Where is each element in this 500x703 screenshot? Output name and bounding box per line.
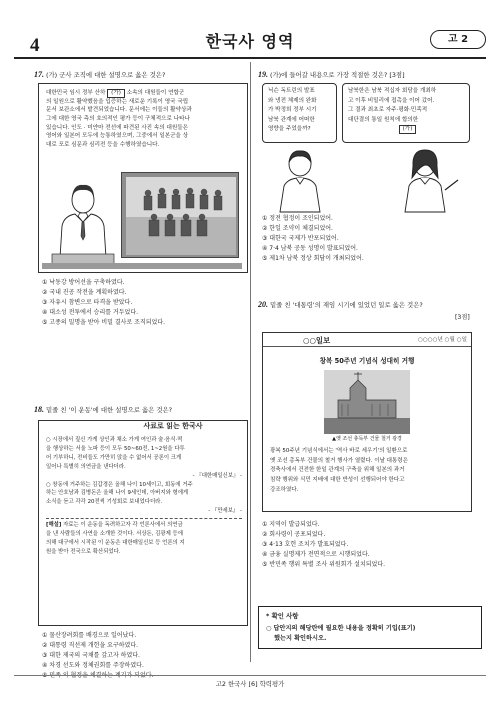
q18-prompt: 18. 밑줄 친 '이 운동'에 대한 설명으로 옳은 것은? bbox=[34, 405, 173, 414]
q17-number: 17. bbox=[34, 70, 44, 79]
header-rule bbox=[14, 57, 486, 59]
q20-number: 20. bbox=[258, 300, 268, 309]
q20-option-1[interactable]: ① 지역이 발급되었다. bbox=[262, 521, 320, 528]
q18-source-1: - 『대한매일신보』 - bbox=[192, 472, 242, 479]
q18-box-title: 사료로 읽는 한국사 bbox=[143, 422, 203, 430]
q19-prompt: 19. (가)에 들어갈 내용으로 가장 적절한 것은? [3점] bbox=[258, 70, 405, 79]
photo-caption: ▲옛 조선 총독부 건물 철거 광경 bbox=[332, 436, 402, 442]
page-footer: 고2 한국사 [6] 학력평가 bbox=[215, 680, 285, 688]
tv-screen bbox=[121, 172, 239, 258]
column-divider bbox=[250, 62, 251, 662]
q19-option-4[interactable]: ④ 7·4 남북 공동 성명이 발표되었어. bbox=[262, 244, 358, 252]
q19-number: 19. bbox=[258, 70, 268, 79]
q17-option-2[interactable]: ② 국내 진공 작전을 계획하였다. bbox=[42, 288, 127, 296]
q17-options bbox=[42, 278, 247, 328]
page-header bbox=[14, 28, 486, 54]
confirm-title: * 확인 사항 bbox=[266, 612, 299, 620]
confirm-box bbox=[258, 606, 482, 649]
q18-option-4[interactable]: ④ 차경 선도와 정체권회를 주장하였다. bbox=[42, 661, 144, 669]
q18-passage: ○ 시장에서 짚신 가게 상인과 채소 가게 여인과 술·음식·떡 을 행상하는 서울 노파 등이 모두 50~60전, 1~2원을 다투 어 기부하니, 전비들도 가만히 앉을 수 없어서 공론이 크게 일어나 특별히 의연금을 낸다더라. - 『대한매일신보』 - ○ 창동에 거주하는 김갑경은 올해 나이 10세이고, 회동에 거주 하는 안호남과 김병돈은 올해 나이 9세인데, 아버지와 형에게 소식을 듣고 각각 20전씩 기성회로 보내었다더라. - 『만세보』 - [해설] 자료는 이 운동을 독려하고자 각 언론사에서 의연금 을 낸 사람들의 사연을 소개한 것이다. 서상돈, 김광제 등에 의해 대구에서 시작된 이 운동은 대한매일신보 등 언론의 지 원을 받아 전국으로 확산되었다. bbox=[46, 437, 242, 555]
q17-option-4[interactable]: ④ 대소성 전투에서 승리를 거두었다. bbox=[42, 308, 139, 316]
q17-label-ga: (가) bbox=[107, 89, 125, 98]
newspaper-date: ○○○○년 ○월 ○일 bbox=[417, 337, 467, 343]
q18-separator bbox=[46, 518, 242, 519]
q19-option-5[interactable]: ⑤ 제1차 남북 정상 회담이 개최되었어. bbox=[262, 254, 364, 262]
desk-shelf bbox=[42, 263, 242, 269]
historical-photo bbox=[126, 177, 234, 253]
newspaper-name: ○○일보 bbox=[303, 336, 331, 345]
newspaper-article: 광복 50주년 기념식에서는 '역사 바로 세우기'의 일환으로 옛 조선 총독부 건물의 철거 행사가 열렸다. 이날 대통령은 경축사에서 건전한 한일 관계의 구축을 위해 일본의 과거 침략 행위와 식민 지배에 대한 반성이 선행되어야 한다고 강조하였다. bbox=[270, 448, 408, 493]
q18-option-3[interactable]: ③ 대한 제국의 국채를 갚고자 하였다. bbox=[42, 651, 140, 659]
q19-option-1[interactable]: ① 정전 협정이 조인되었어. bbox=[262, 215, 333, 222]
q17-option-3[interactable]: ③ 자유시 참변으로 타격을 받았다. bbox=[42, 298, 133, 306]
newspaper-header bbox=[263, 335, 471, 347]
confirm-text: ○ 답안지의 해당란에 필요한 내용을 정확히 기입(표기) 했는지 확인하시오. bbox=[266, 625, 416, 642]
q20-option-5[interactable]: ⑤ 반민족 행위 특별 조사 위원회가 설치되었다. bbox=[262, 560, 386, 568]
q19-points: [3점] bbox=[389, 71, 405, 79]
q20-prompt: 20. 밑줄 친 '대통령'의 재임 시기에 있었던 일로 옳은 것은? bbox=[258, 300, 423, 309]
newspaper-headline: 창복 50주년 기념식 성대히 거행 bbox=[319, 357, 415, 365]
q19-bubble-left: 닉슨 독트린의 발표 와 냉전 체제의 완화 가 박정희 정부 시기 남북 관계에 어떠한 영향을 주었을까? bbox=[262, 83, 337, 143]
q20-option-3[interactable]: ③ 4·13 호헌 조치가 발표되었다. bbox=[262, 540, 349, 548]
demolition-photo bbox=[324, 370, 410, 434]
footer-rule bbox=[14, 675, 486, 676]
soldiers-photo bbox=[126, 177, 236, 255]
q18-commentary-label: [해설] bbox=[46, 522, 62, 529]
q20-options bbox=[262, 520, 482, 570]
page-number: 4 bbox=[30, 35, 40, 56]
news-anchor-illustration bbox=[50, 176, 116, 266]
q17-prompt: 17. (가) 군사 조직에 대한 설명으로 옳은 것은? bbox=[34, 70, 166, 79]
q19-options bbox=[262, 214, 482, 264]
q17-passage: 대한민국 임시 정부 산하 (가) 소속의 대원들이 연합군 의 일원으로 활약했음을 입증하는 새로운 기록이 영국 국립 문서 보관소에서 발견되었습니다. 문서에는 이들의 활약상과 그에 대한 영국 측의 호의적인 평가 등이 구체적으로 나타나 있습니다. 인도 · 미얀마 전선에 파견된 사진 속의 대원들은 영어와 일본어 모두에 능통하였으며, 그중에서 일본군을 상 대로 포로 심문과 심리전 등을 수행하였습니다. bbox=[46, 90, 192, 148]
grade-badge: 고 2 bbox=[430, 30, 486, 49]
q19-label-ga: (가) bbox=[399, 125, 417, 134]
q18-number: 18. bbox=[34, 405, 44, 414]
q20-points: [3점] bbox=[455, 314, 470, 321]
q17-option-5[interactable]: ⑤ 고종의 밀명을 받아 비밀 결사로 조직되었다. bbox=[42, 318, 166, 326]
q19-bubble-right: 남북한은 남북 적십자 회담을 개최하 고 이후 비밀리에 접촉을 이어 갔어. 그 결과 최초로 자주·평화·민족적 대단결의 통일 원칙에 합의한 (가) bbox=[342, 83, 470, 143]
q18-option-2[interactable]: ② 대통령 직선제 개헌을 요구하였다. bbox=[42, 641, 139, 649]
page-title: 한국사 영역 bbox=[205, 32, 295, 51]
students-illustration bbox=[262, 146, 477, 214]
q18-options bbox=[42, 631, 247, 681]
q20-option-2[interactable]: ② 회사령이 공포되었다. bbox=[262, 530, 326, 538]
q18-option-1[interactable]: ① 물산장려회를 배경으로 일어났다. bbox=[42, 632, 137, 639]
q17-option-1[interactable]: ① 낙동강 방어선을 구축하였다. bbox=[42, 279, 125, 286]
q20-option-4[interactable]: ④ 금융 실명제가 전면적으로 시행되었다. bbox=[262, 550, 370, 558]
q18-option-5[interactable]: ⑤ 민족 의 협정을 체결하는 계기가 되었다. bbox=[42, 671, 154, 679]
q18-source-2: - 『만세보』 - bbox=[208, 508, 242, 515]
q19-option-3[interactable]: ③ 대한국 국제가 반포되었어. bbox=[262, 234, 339, 242]
q19-option-2[interactable]: ② 한일 조약이 체결되었어. bbox=[262, 224, 333, 232]
